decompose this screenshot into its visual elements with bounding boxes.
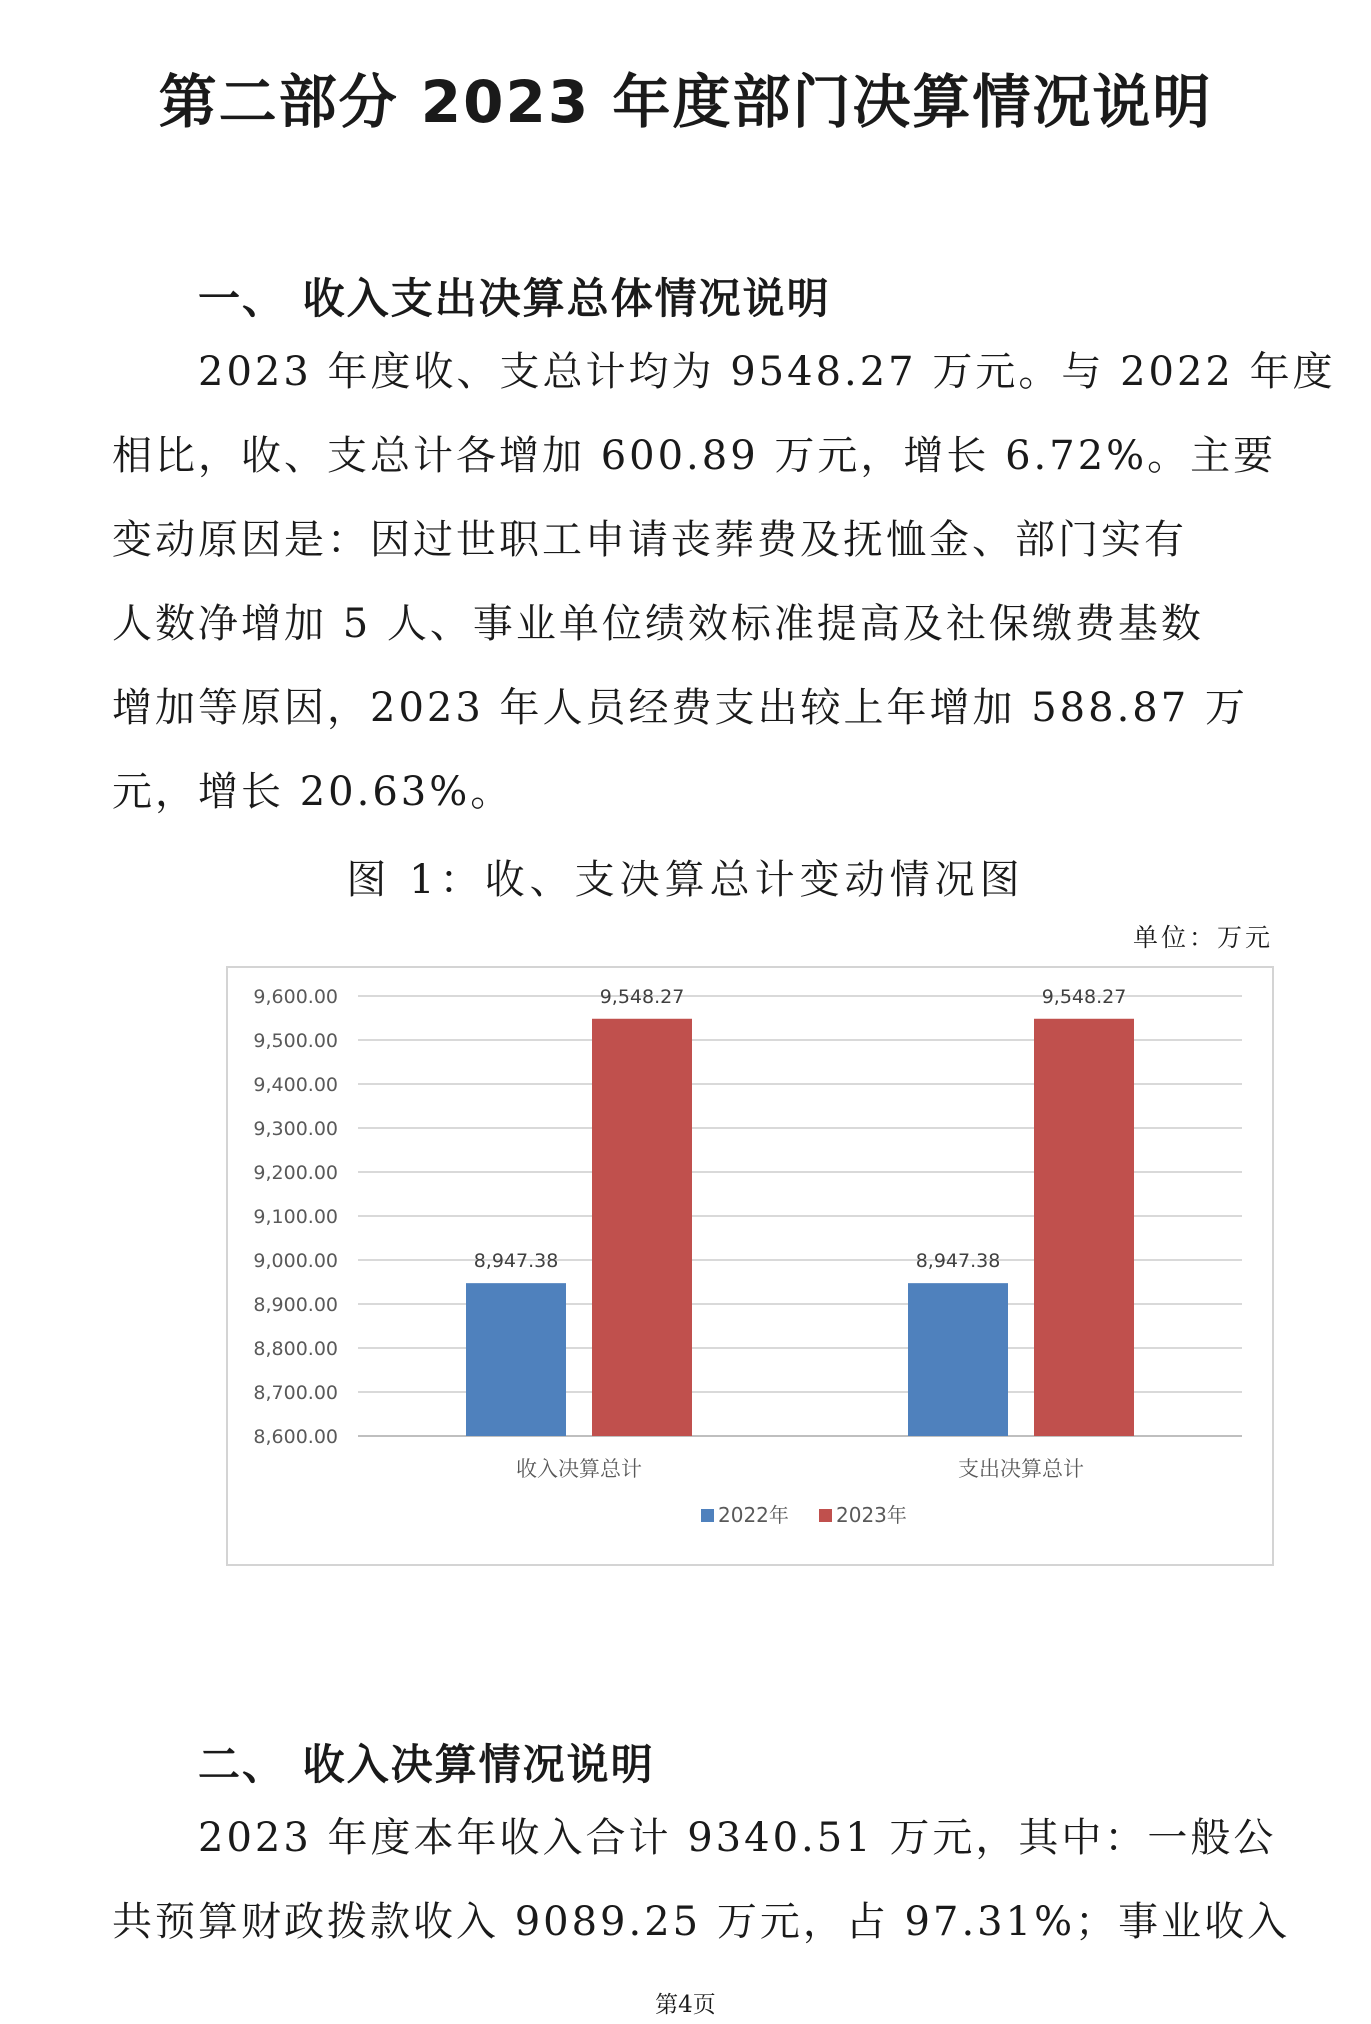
section-2-paragraph <box>112 1796 1291 1964</box>
bar <box>908 1283 1008 1436</box>
y-tick-label: 9,300.00 <box>253 1118 338 1140</box>
paragraph-line: 共预算财政拨款收入 9089.25 万元，占 97.31%；事业收入 <box>112 1899 1291 1945</box>
y-tick-label: 9,600.00 <box>253 986 338 1008</box>
chart-container <box>226 966 1274 1566</box>
page-title: 第二部分 2023 年度部门决算情况说明 <box>158 68 1213 136</box>
bar <box>1034 1019 1134 1436</box>
section-heading-1: 一、 收入支出决算总体情况说明 <box>198 274 831 323</box>
legend-label: 2023年 <box>836 1503 907 1527</box>
x-tick-label: 收入决算总计 <box>516 1457 642 1481</box>
x-tick-label: 支出决算总计 <box>958 1457 1084 1481</box>
paragraph-line: 相比，收、支总计各增加 600.89 万元，增长 6.72%。主要 <box>112 433 1277 479</box>
y-tick-label: 8,800.00 <box>253 1338 338 1360</box>
paragraph-line: 2023 年度收、支总计均为 9548.27 万元。与 2022 年度 <box>198 349 1336 395</box>
data-label: 9,548.27 <box>1041 985 1127 1008</box>
bar-chart <box>228 968 1272 1564</box>
legend-swatch <box>701 1509 714 1522</box>
paragraph-line: 增加等原因，2023 年人员经费支出较上年增加 588.87 万 <box>112 685 1248 731</box>
paragraph-line: 元，增长 20.63%。 <box>112 769 514 815</box>
y-tick-label: 8,700.00 <box>253 1382 338 1404</box>
paragraph-line: 变动原因是：因过世职工申请丧葬费及抚恤金、部门实有 <box>112 517 1187 563</box>
data-label: 9,548.27 <box>599 985 685 1008</box>
bar <box>466 1283 566 1436</box>
figure-caption: 图 1：收、支决算总计变动情况图 <box>346 857 1025 903</box>
unit-label: 单位：万元 <box>1132 923 1273 952</box>
section-1-paragraph <box>112 330 1336 834</box>
data-label: 8,947.38 <box>915 1250 1001 1273</box>
y-tick-label: 9,100.00 <box>253 1206 338 1228</box>
paragraph-line: 人数净增加 5 人、事业单位绩效标准提高及社保缴费基数 <box>112 601 1204 647</box>
legend-label: 2022年 <box>718 1503 789 1527</box>
bar <box>592 1019 692 1436</box>
y-tick-label: 9,500.00 <box>253 1030 338 1052</box>
y-tick-label: 8,600.00 <box>253 1426 338 1448</box>
page-number: 第4页 <box>655 1992 716 2018</box>
legend-swatch <box>819 1509 832 1522</box>
y-tick-label: 9,200.00 <box>253 1162 338 1184</box>
data-label: 8,947.38 <box>473 1250 559 1273</box>
y-tick-label: 9,000.00 <box>253 1250 338 1272</box>
y-tick-label: 9,400.00 <box>253 1074 338 1096</box>
y-tick-label: 8,900.00 <box>253 1294 338 1316</box>
section-heading-2: 二、 收入决算情况说明 <box>198 1740 655 1789</box>
paragraph-line: 2023 年度本年收入合计 9340.51 万元，其中：一般公 <box>198 1815 1277 1861</box>
